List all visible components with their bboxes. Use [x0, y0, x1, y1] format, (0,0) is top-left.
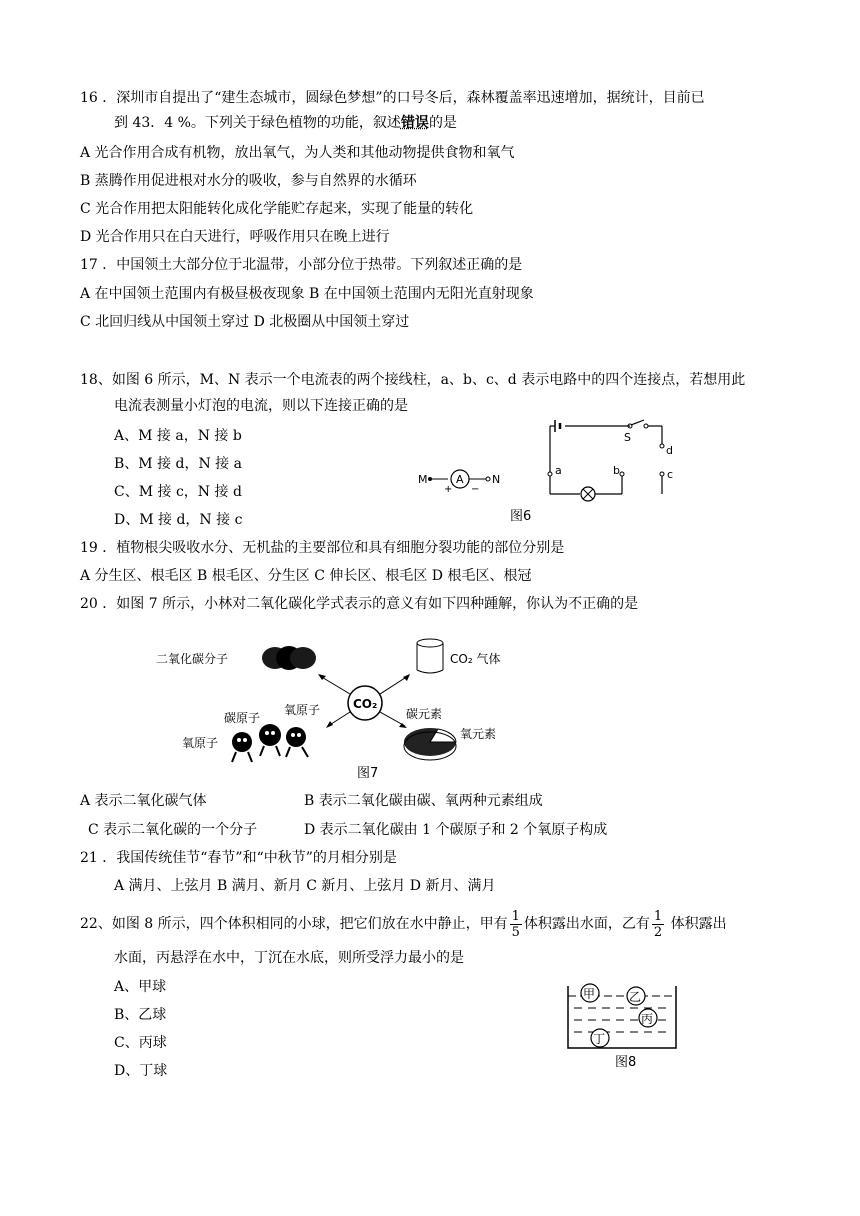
- arrow-to-molecule: [320, 676, 350, 694]
- q21-options: A 满月、上弦月 B 满月、新月 C 新月、上弦月 D 新月、满月: [114, 878, 496, 894]
- q22-option-c: C、丙球: [114, 1035, 167, 1051]
- switch-blade: [631, 420, 644, 425]
- atom-oxygen-2: [286, 727, 306, 747]
- q17-options-line1: A 在中国领土范围内有极昼极夜现象 B 在中国领土范围内无阳光直射现象: [80, 286, 534, 302]
- ammeter-symbol: A: [456, 473, 464, 486]
- point-d-label: d: [666, 444, 673, 457]
- ball-bing-label: 丙: [641, 1012, 654, 1026]
- point-a-label: a: [555, 464, 562, 477]
- frac2-denominator: 2: [653, 924, 663, 940]
- q22-option-a: A、甲球: [114, 979, 167, 995]
- q18-option-c: C、M 接 c，N 接 d: [114, 484, 242, 500]
- q18-option-a: A、M 接 a，N 接 b: [114, 428, 242, 444]
- figure8-caption: 图8: [615, 1055, 637, 1070]
- q16-option-b: B 蒸腾作用促进根对水分的吸收，参与自然界的水循环: [80, 173, 417, 189]
- co2-center-label: CO₂: [353, 697, 378, 711]
- q18-stem-line1: 18、如图 6 所示，M、N 表示一个电流表的两个接线柱，a、b、c、d 表示电路中的四个连接点，若想用此: [80, 372, 746, 388]
- q16-option-a: A 光合作用合成有机物，放出氧气，为人类和其他动物提供食物和氧气: [80, 145, 515, 161]
- figure6-caption: 图6: [510, 509, 532, 524]
- meter-n-label: N: [492, 473, 501, 486]
- meter-m-label: M: [418, 473, 428, 486]
- carbon-atom-label: 碳原子: [224, 711, 261, 725]
- point-d: [660, 444, 664, 448]
- q22-stem-part3: 体积露出: [666, 916, 727, 932]
- q19-options: A 分生区、根毛区 B 根毛区、分生区 C 伸长区、根毛区 D 根毛区、根冠: [80, 568, 532, 584]
- q16-stem-end: 的是: [428, 115, 457, 131]
- ball-yi-label: 乙: [629, 990, 642, 1004]
- molecule-label: 二氧化碳分子: [156, 652, 229, 666]
- q20-stem: 20 ．如图 7 所示，小林对二氧化碳化学式表示的意义有如下四种踵解，你认为不正确的是: [80, 596, 639, 612]
- q17-options-line2: C 北回归线从中国领土穿过 D 北极圈从中国领土穿过: [80, 314, 410, 330]
- q20-option-a: A 表示二氧化碳气体: [80, 793, 207, 809]
- oxygen-atom-left-label: 氧原子: [182, 736, 219, 750]
- q20-option-c: C 表示二氧化碳的一个分子: [88, 822, 258, 838]
- gas-label: CO₂ 气体: [450, 652, 501, 666]
- arrow-to-gas: [380, 676, 408, 694]
- figure7-co2-diagram: [150, 630, 540, 782]
- point-b: [620, 472, 624, 476]
- ball-ding-label: 丁: [593, 1032, 606, 1046]
- point-c: [660, 472, 664, 476]
- q18-stem-line2: 电流表测量小灯泡的电流，则以下连接正确的是: [114, 398, 408, 414]
- q16-stem-line2: [114, 113, 457, 133]
- figure8-beaker-diagram: [560, 980, 690, 1072]
- atom-oxygen-1: [232, 732, 252, 752]
- ball-jia-label: 甲: [583, 987, 596, 1001]
- q16-stem-text: 到 43．4 %。下列关于绿色植物的功能，叙述: [114, 115, 401, 131]
- frac2-numerator: 1: [653, 908, 663, 924]
- q18-option-b: B、M 接 d，N 接 a: [114, 456, 242, 472]
- q22-stem-part1: 22、如图 8 所示，四个体积相同的小球，把它们放在水中静止，甲有: [80, 916, 508, 932]
- molecule-oxygen-right: [290, 647, 316, 669]
- q22-stem-part2: 体积露出水面，乙有: [523, 916, 650, 932]
- q21-stem: 21 ．我国传统佳节“春节”和“中秋节”的月相分别是: [80, 850, 397, 866]
- q16-stem-line1: 16 ．深圳市自提出了“建生态城市，圆绿色梦想”的口号冬后，森林覆盖率迅速增加，据统计，目前已: [80, 90, 705, 106]
- q22-option-b: B、乙球: [114, 1007, 167, 1023]
- q18-option-d: D、M 接 d，N 接 c: [114, 512, 243, 528]
- frac1-numerator: 1: [511, 908, 520, 924]
- point-b-label: b: [613, 464, 620, 477]
- q16-emphasis: 错误: [400, 115, 429, 131]
- frac1-denominator: 5: [511, 924, 520, 940]
- q20-option-d: D 表示二氧化碳由 1 个碳原子和 2 个氧原子构成: [304, 822, 608, 838]
- q22-option-d: D、丁球: [114, 1063, 168, 1079]
- figure7-caption: 图7: [357, 766, 379, 781]
- oxygen-atom-top-label: 氧原子: [284, 703, 321, 717]
- point-a: [548, 472, 552, 476]
- q22-fraction-one-half: [652, 909, 664, 940]
- carbon-element-label: 碳元素: [406, 707, 443, 721]
- q20-option-b: B 表示二氧化碳由碳、氧两种元素组成: [304, 793, 543, 809]
- q16-option-d: D 光合作用只在白天进行，呼吸作用只在晚上进行: [80, 229, 390, 245]
- ammeter-plus: +: [444, 484, 453, 495]
- q22-stem-line2: 水面，丙悬浮在水中，丁沉在水底，则所受浮力最小的是: [114, 950, 464, 966]
- arrow-to-elements: [380, 712, 405, 726]
- gas-cylinder-icon: [417, 639, 443, 647]
- switch-label: S: [624, 431, 631, 444]
- ammeter-minus: −: [471, 484, 480, 495]
- q19-stem: 19 ．植物根尖吸收水分、无机盐的主要部位和具有细胞分裂功能的部位分别是: [80, 540, 565, 556]
- oxygen-element-label: 氧元素: [460, 727, 497, 741]
- q17-stem: 17 ．中国领土大部分位于北温带，小部分位于热带。下列叙述正确的是: [80, 257, 523, 273]
- figure6-circuit-diagram: [410, 418, 680, 526]
- q22-fraction-one-fifth: [510, 909, 522, 940]
- q16-option-c: C 光合作用把太阳能转化成化学能贮存起来，实现了能量的转化: [80, 201, 474, 217]
- q22-stem-line1: [80, 904, 727, 944]
- atom-carbon: [259, 724, 281, 746]
- point-c-label: c: [667, 468, 674, 481]
